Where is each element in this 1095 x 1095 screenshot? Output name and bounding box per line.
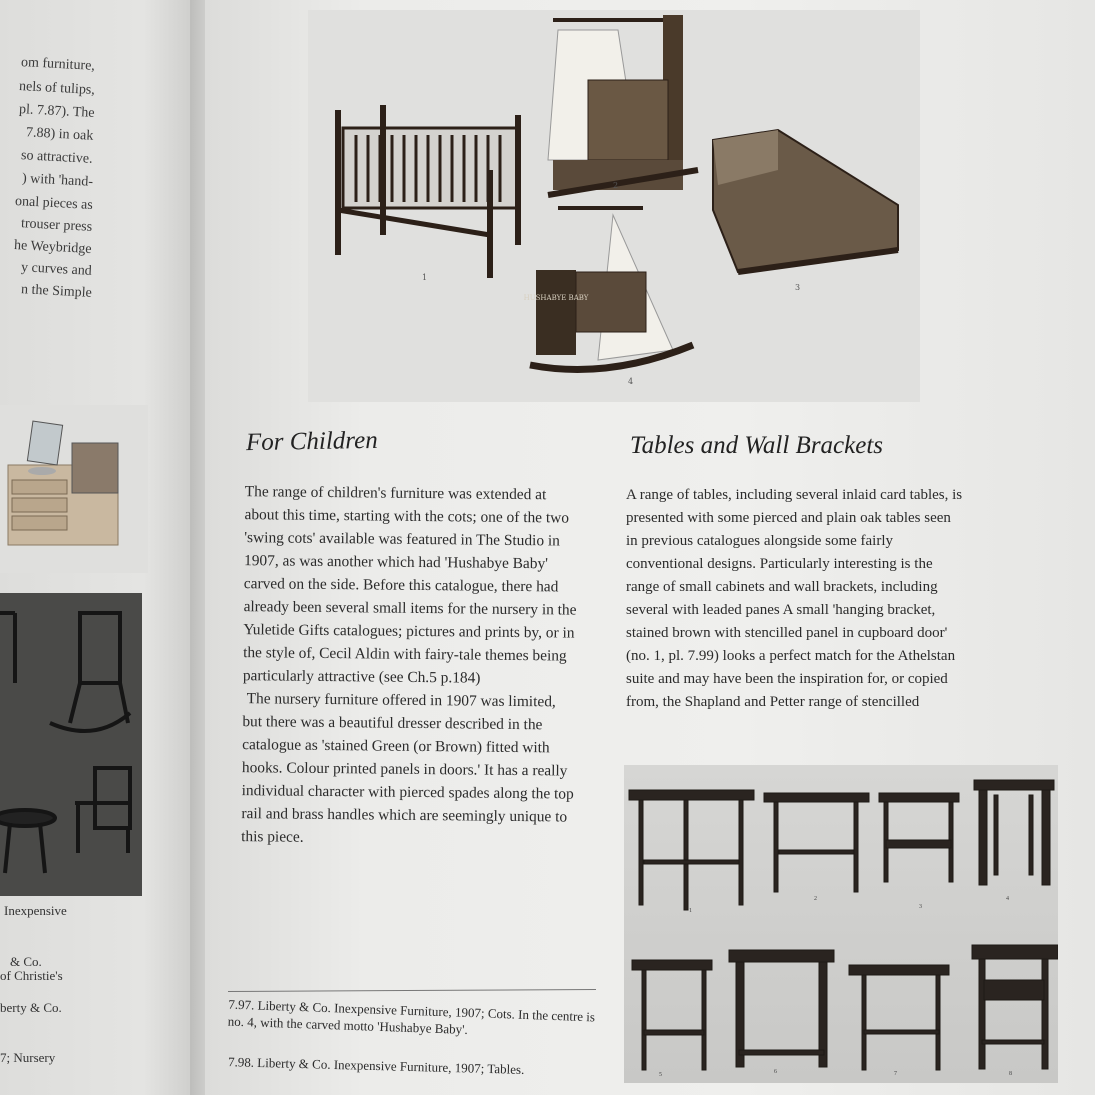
left-caption: berty & Co. — [0, 1000, 62, 1015]
cot-1 — [338, 105, 518, 278]
body-line: several with leaded panes A small 'hanging bracket, — [626, 602, 936, 618]
figure-label: 8 — [1009, 1071, 1012, 1077]
figure-label: 2 — [814, 896, 817, 902]
body-line: The range of children's furniture was extended at — [244, 483, 547, 504]
figure-label: 4 — [1006, 896, 1009, 902]
body-line: about this time, starting with the cots; one of the two — [244, 506, 570, 527]
cot-4 — [524, 208, 693, 370]
caption-7-98: 7.98. Liberty & Co. Inexpensive Furniture, 1907; Tables. — [227, 1054, 525, 1077]
body-line: catalogue as 'stained Green (or Brown) fitted with — [242, 736, 550, 757]
body-line: (no. 1, pl. 7.99) looks a perfect match for the Athelstan — [626, 648, 956, 664]
left-text-line: y curves and — [20, 260, 93, 279]
cot-3 — [713, 130, 898, 272]
body-line: hooks. Colour printed panels in doors.' It has a really — [241, 759, 568, 780]
body-line: rail and brass handles which are seemingly unique to — [241, 805, 568, 826]
body-line: this piece. — [241, 828, 304, 846]
left-text-line: so attractive. — [21, 148, 94, 167]
figure-label: 2 — [613, 181, 619, 190]
heading-tables-and-wall-brackets: Tables and Wall Brackets — [630, 432, 884, 459]
left-text-line: trouser press — [20, 216, 93, 235]
left-text-line: nels of tulips, — [18, 79, 96, 98]
for-children-text — [241, 480, 601, 852]
heading-for-children: For Children — [245, 426, 378, 457]
left-caption: of Christie's — [0, 968, 63, 983]
dresser-photo — [0, 405, 148, 573]
body-line: from, the Shapland and Petter range of stencilled — [626, 694, 920, 710]
body-line: stained brown with stencilled panel in cupboard door' — [626, 625, 948, 641]
cots-photo — [308, 10, 920, 402]
body-line: particularly attractive (see Ch.5 p.184) — [242, 667, 481, 687]
left-page — [0, 0, 205, 1095]
figure-label: 7 — [894, 1071, 897, 1077]
left-caption: Inexpensive — [4, 903, 67, 918]
caption-7-97: 7.97. Liberty & Co. Inexpensive Furniture, 1907; Cots. In the centre is no. 4, with the carved motto 'Hushabye Baby'. — [227, 996, 596, 1037]
crib-motto: HUSHABYE BABY — [523, 294, 589, 302]
body-line: but there was a beautiful dresser described in the — [242, 713, 543, 734]
body-line: range of small cabinets and wall brackets, including — [626, 579, 938, 595]
body-line: 'swing cots' available was featured in The Studio in — [244, 529, 560, 550]
figure-label: 6 — [774, 1069, 777, 1075]
left-text-line: onal pieces as — [14, 193, 94, 214]
left-caption: & Co. — [10, 954, 42, 969]
figure-label: 3 — [919, 904, 922, 910]
figure-label: 4 — [628, 377, 634, 386]
body-line: presented with some pierced and plain oak tables seen — [626, 510, 951, 526]
body-line: suite and may have been the inspiration for, or copied — [626, 671, 948, 687]
left-text-line: 7.88) in oak — [25, 125, 94, 144]
left-text-line: n the Simple — [20, 282, 93, 301]
chairs-photo — [0, 593, 142, 896]
body-line: individual character with pierced spades along the top — [241, 782, 574, 803]
body-line: The nursery furniture offered in 1907 was limited, — [246, 690, 556, 711]
figure-label: 1 — [689, 908, 692, 914]
left-text-line: om furniture, — [20, 55, 96, 74]
tables-photo — [624, 765, 1058, 1083]
body-line: carved on the side. Before this catalogue, there had — [243, 575, 559, 596]
left-caption: 7; Nursery — [0, 1050, 56, 1065]
body-line: conventional designs. Particularly interesting is the — [626, 556, 933, 572]
left-text-line: pl. 7.87). The — [19, 102, 96, 121]
figure-label: 1 — [422, 273, 428, 282]
tables-text — [626, 484, 996, 714]
body-line: in previous catalogues alongside some fairly — [626, 533, 894, 549]
left-text-line: ) with 'hand- — [21, 171, 94, 190]
figure-label: 5 — [659, 1072, 662, 1078]
left-text-line: he Weybridge — [14, 237, 93, 258]
body-line: already been several small items for the nursery in the — [243, 598, 577, 619]
body-line: Yuletide Gifts catalogues; pictures and prints by, or in — [243, 621, 575, 642]
body-line: 1907, as was another which had 'Hushabye Baby' — [244, 552, 549, 573]
cot-2 — [548, 15, 698, 195]
body-line: A range of tables, including several inlaid card tables, is — [626, 487, 963, 503]
body-line: the style of, Cecil Aldin with fairy-tale themes being — [243, 644, 567, 665]
figure-label: 3 — [795, 283, 801, 292]
